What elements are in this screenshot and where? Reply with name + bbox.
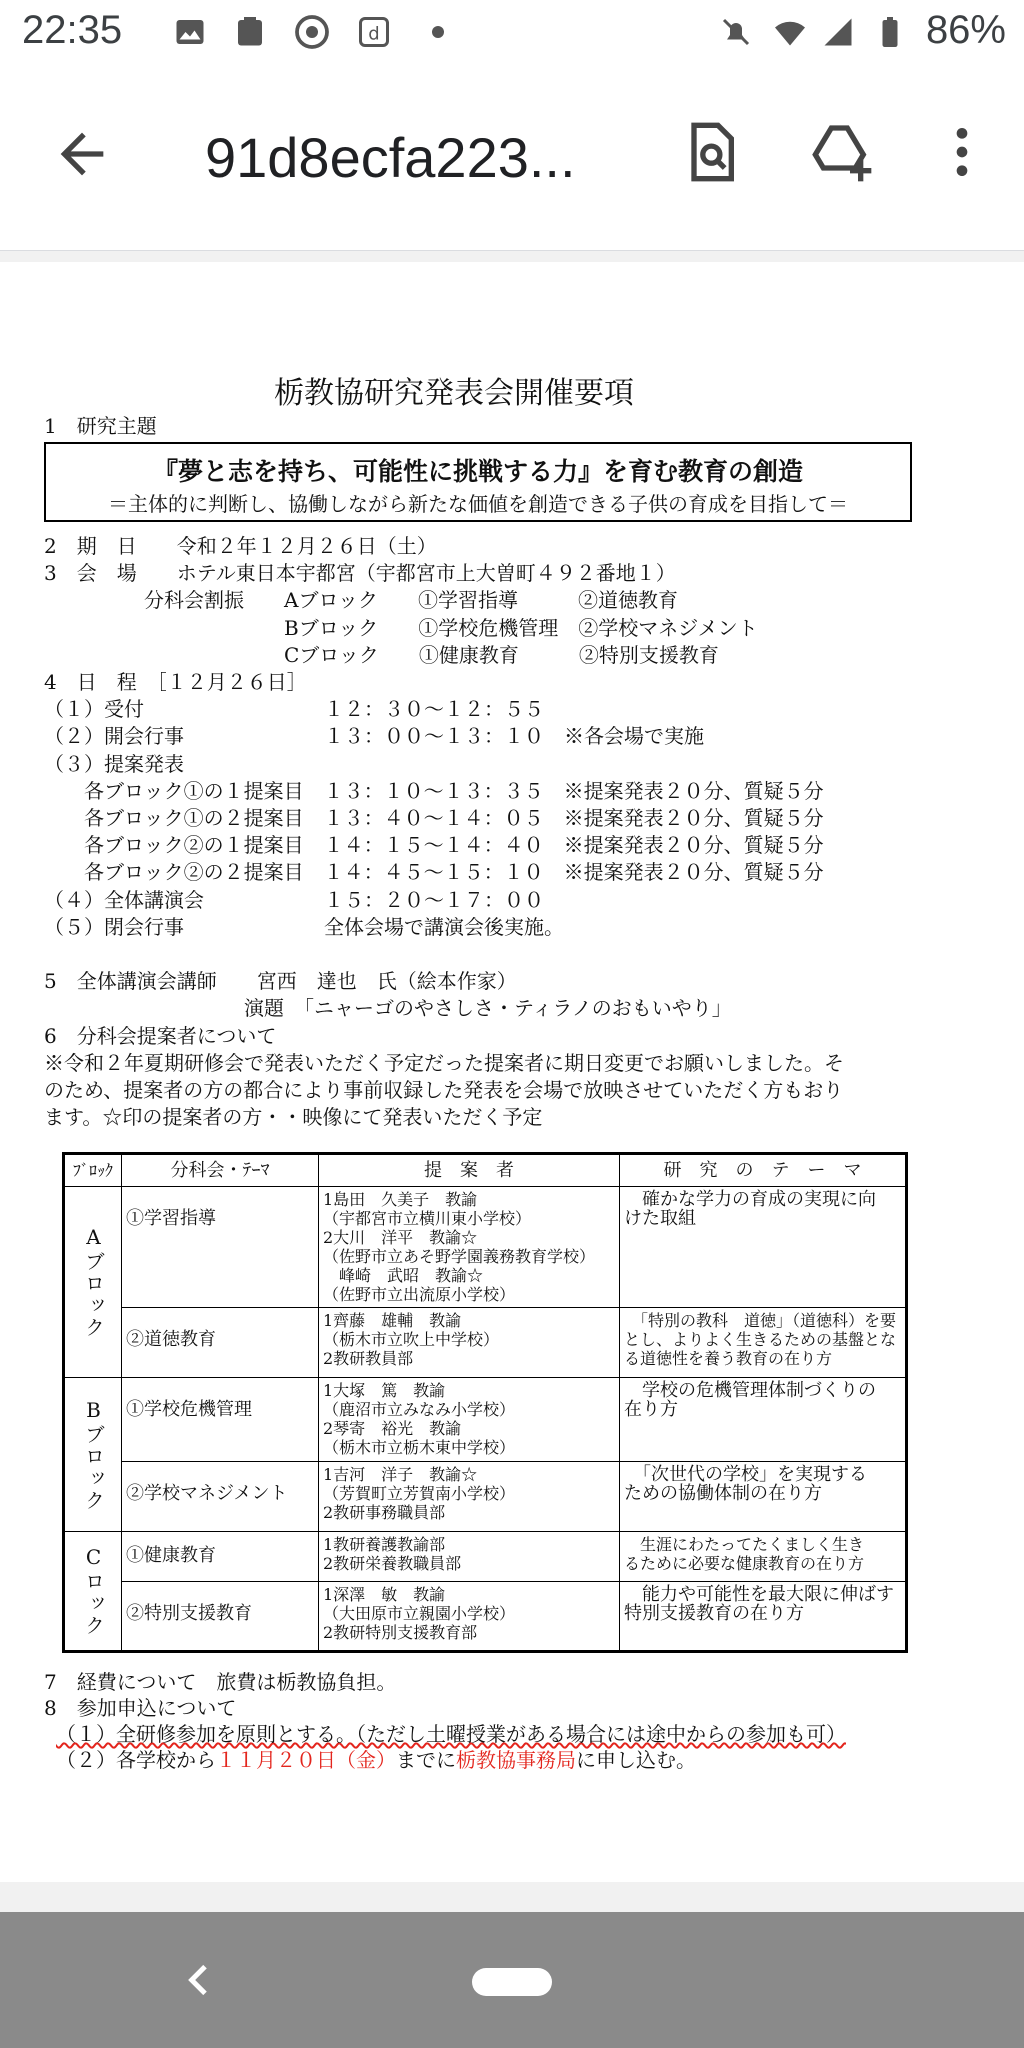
silent-icon bbox=[718, 14, 754, 50]
table-cell: 1吉河 洋子 教諭☆ （芳賀町立芳賀南小学校） 2教研事務職員部 bbox=[319, 1462, 620, 1532]
document-title: 91d8ecfa223... bbox=[205, 126, 576, 189]
doc-line: 各ブロック②の１提案目 １４：１５～１４：４０ ※提案発表２０分、質疑５分 bbox=[44, 833, 824, 857]
status-bar bbox=[0, 0, 1024, 70]
app-bar bbox=[0, 70, 1024, 251]
doc-title: 栃教協研究発表会開催要項 bbox=[274, 376, 634, 411]
doc-line: 4 日 程 ［１２月２６日］ bbox=[44, 670, 307, 694]
table-header: ﾌﾞﾛｯｸ bbox=[64, 1154, 122, 1187]
theme-sub: ＝主体的に判断し、協働しながら新たな価値を創造できる子供の育成を目指して＝ bbox=[108, 492, 848, 516]
doc-line: （１）受付 １２：３０～１２：５５ bbox=[44, 697, 544, 721]
doc-line: （２）開会行事 １３：００～１３：１０ ※各会場で実施 bbox=[44, 724, 704, 748]
table-cell: 生涯にわたってたくましく生き るために必要な健康教育の在り方 bbox=[620, 1532, 907, 1582]
table-cell: 1齊藤 雄輔 教諭 （栃木市立吹上中学校） 2教研教員部 bbox=[319, 1308, 620, 1378]
s8-2-middle: までに bbox=[396, 1748, 456, 1772]
proposer-table bbox=[62, 1152, 908, 1653]
block-a: Aブロック bbox=[64, 1187, 122, 1378]
table-cell: 1深澤 敏 教諭 （大田原市立親園小学校） 2教研特別支援教育部 bbox=[319, 1582, 620, 1652]
add-to-drive-icon[interactable] bbox=[810, 120, 874, 184]
navigation-bar bbox=[0, 1912, 1024, 2048]
dot-icon bbox=[420, 14, 456, 50]
doc-line: 5 全体講演会講師 宮西 達也 氏（絵本作家） bbox=[44, 969, 517, 993]
section-1: 1 研究主題 bbox=[44, 414, 157, 438]
wifi-icon bbox=[772, 14, 808, 50]
svg-text:d: d bbox=[368, 23, 380, 45]
status-time: 22:35 bbox=[22, 8, 123, 52]
block-b: Bブロック bbox=[64, 1378, 122, 1532]
table-cell: ②特別支援教育 bbox=[122, 1582, 319, 1652]
home-pill[interactable] bbox=[472, 1968, 552, 1996]
clipboard-icon bbox=[232, 14, 268, 50]
table-cell: 1島田 久美子 教諭 （宇都宮市立横川東小学校） 2大川 洋平 教諭☆ （佐野市立あそ野学園義務教育学校） 峰崎 武昭 教諭☆ （佐野市立出流原小学校） bbox=[319, 1187, 620, 1308]
signal-icon bbox=[820, 14, 856, 50]
table-cell: 1教研養護教諭部 2教研栄養教職員部 bbox=[319, 1532, 620, 1582]
image-icon bbox=[172, 14, 208, 50]
theme-main: 『夢と志を持ち、可能性に挑戦する力』を育む教育の創造 bbox=[152, 457, 803, 486]
doc-line: 各ブロック②の２提案目 １４：４５～１５：１０ ※提案発表２０分、質疑５分 bbox=[44, 860, 824, 884]
table-header: 研 究 の テ ー マ bbox=[620, 1154, 907, 1187]
section-8: 8 参加申込について bbox=[44, 1696, 237, 1720]
doc-line: （５）閉会行事 全体会場で講演会後実施。 bbox=[44, 915, 564, 939]
doc-line: 各ブロック①の１提案目 １３：１０～１３：３５ ※提案発表２０分、質疑５分 bbox=[44, 779, 824, 803]
table-cell: ②道徳教育 bbox=[122, 1308, 319, 1378]
chevron-left-icon[interactable] bbox=[180, 1960, 220, 2000]
doc-line: 分科会割振 Aブロック ①学習指導 ②道徳教育 bbox=[44, 588, 679, 612]
arrow-left-icon[interactable] bbox=[50, 122, 114, 186]
more-vert-icon[interactable] bbox=[930, 120, 994, 184]
table-cell: 1大塚 篤 教諭 （鹿沼市立みなみ小学校） 2琴寄 裕光 教諭 （栃木市立栃木東中学校） bbox=[319, 1378, 620, 1462]
table-cell: ①学校危機管理 bbox=[122, 1378, 319, 1462]
table-cell: 学校の危機管理体制づくりの 在り方 bbox=[620, 1378, 907, 1462]
doc-line: Bブロック ①学校危機管理 ②学校マネジメント bbox=[44, 616, 758, 640]
table-cell: ①学習指導 bbox=[122, 1187, 319, 1308]
table-cell: 「特別の教科 道徳」（道徳科）を要 とし、よりよく生きるための基盤とな る道徳性を養う教育の在り方 bbox=[620, 1308, 907, 1378]
doc-line: のため、提案者の方の都合により事前収録した発表を会場で放映させていただく方もおり bbox=[44, 1078, 844, 1102]
battery-icon bbox=[872, 14, 908, 50]
table-cell: 能力や可能性を最大限に伸ばす 特別支援教育の在り方 bbox=[620, 1582, 907, 1652]
table-cell: 「次世代の学校」を実現する ための協働体制の在り方 bbox=[620, 1462, 907, 1532]
table-cell: ①健康教育 bbox=[122, 1532, 319, 1582]
table-header: 分科会・ﾃｰﾏ bbox=[122, 1154, 319, 1187]
deadline-date: １１月２０日（金） bbox=[216, 1748, 396, 1772]
doc-line: ※令和２年夏期研修会で発表いただく予定だった提案者に期日変更でお願いしました。そ bbox=[44, 1051, 844, 1075]
battery-percent: 86% bbox=[925, 8, 1006, 52]
s8-2-suffix: に申し込む。 bbox=[576, 1748, 696, 1772]
section-7: 7 経費について 旅費は栃教協負担。 bbox=[44, 1670, 397, 1694]
section-8-2 bbox=[56, 1744, 696, 1773]
search-document-icon[interactable] bbox=[678, 120, 742, 184]
doc-line: ます。☆印の提案者の方・・映像にて発表いただく予定 bbox=[44, 1105, 543, 1129]
doc-line: （４）全体講演会 １５：２０～１７：００ bbox=[44, 888, 544, 912]
doc-line: 3 会 場 ホテル東日本宇都宮（宇都宮市上大曽町４９２番地１） bbox=[44, 561, 676, 585]
document-page bbox=[0, 262, 1024, 1882]
office-name: 栃教協事務局 bbox=[456, 1748, 576, 1772]
table-header: 提 案 者 bbox=[319, 1154, 620, 1187]
table-cell: ②学校マネジメント bbox=[122, 1462, 319, 1532]
section-8-1: （１）全研修参加を原則とする。（ただし土曜授業がある場合には途中からの参加も可） bbox=[56, 1722, 846, 1746]
doc-line: Cブロック ①健康教育 ②特別支援教育 bbox=[44, 643, 719, 667]
doc-line: 演題 「ニャーゴのやさしさ・ティラノのおもいやり」 bbox=[44, 996, 732, 1020]
chrome-icon bbox=[294, 14, 330, 50]
table-cell: 確かな学力の育成の実現に向 けた取組 bbox=[620, 1187, 907, 1308]
d-app-icon bbox=[356, 14, 392, 50]
s8-2-prefix: （２）各学校から bbox=[56, 1748, 216, 1772]
doc-line: 各ブロック①の２提案目 １３：４０～１４：０５ ※提案発表２０分、質疑５分 bbox=[44, 806, 824, 830]
doc-line: 6 分科会提案者について bbox=[44, 1024, 277, 1048]
block-c: Cロック bbox=[64, 1532, 122, 1652]
theme-box bbox=[44, 442, 912, 522]
doc-line: 2 期 日 令和２年１２月２６日（土） bbox=[44, 534, 437, 558]
doc-line: （３）提案発表 bbox=[44, 752, 184, 776]
